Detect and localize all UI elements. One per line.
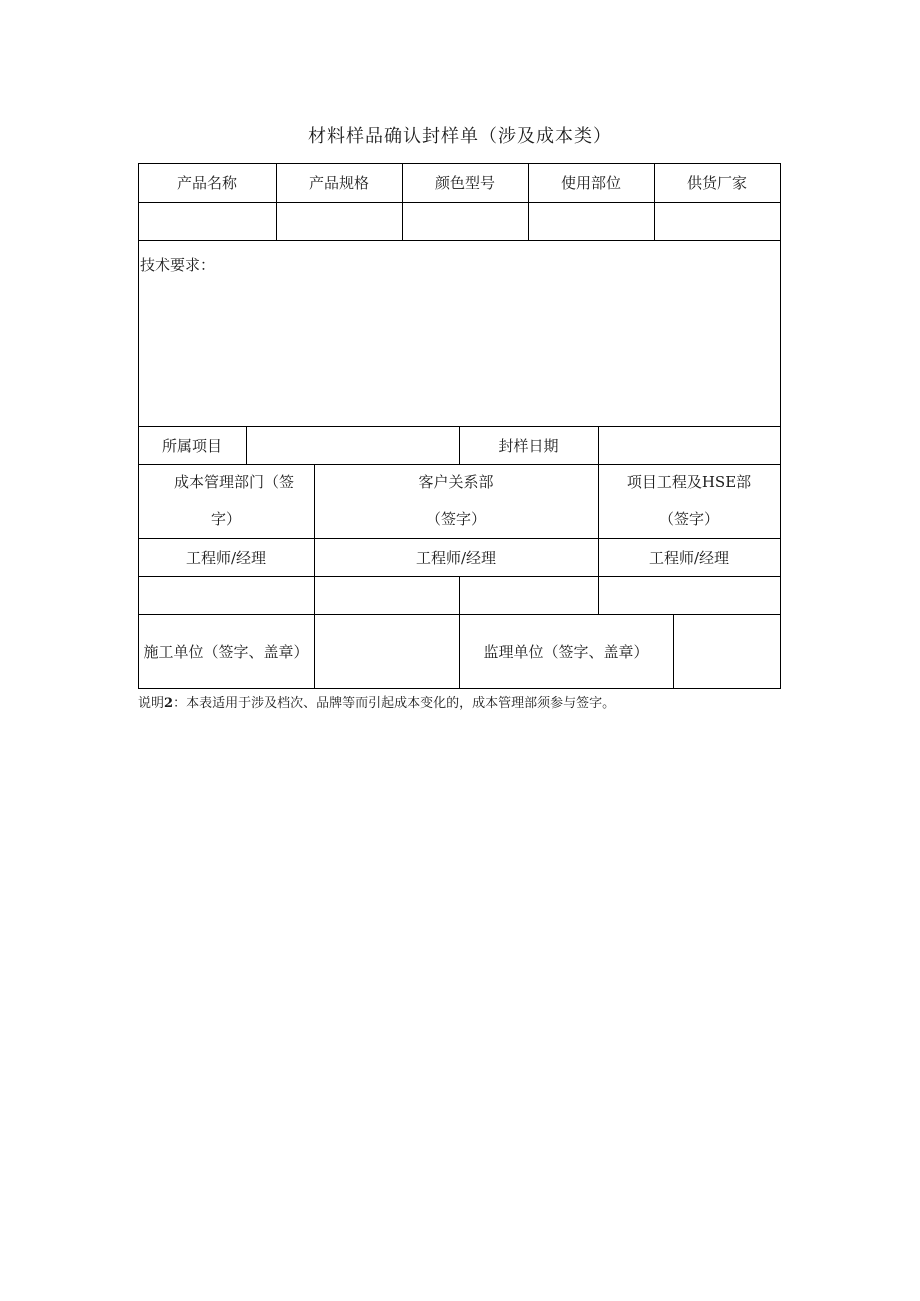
color-model-field[interactable] — [403, 203, 528, 240]
header-product-spec: 产品规格 — [308, 174, 369, 192]
customer-signature-field-2[interactable] — [460, 577, 598, 614]
supplier-field[interactable] — [655, 203, 780, 240]
product-name-field[interactable] — [139, 203, 276, 240]
table-rule — [138, 240, 781, 241]
seal-date-field[interactable] — [599, 427, 780, 464]
customer-dept-line1: 客户关系部 — [418, 473, 494, 491]
cost-dept-signature-label — [138, 464, 314, 538]
footnote-prefix: 说明 — [138, 696, 165, 711]
customer-signature-field[interactable] — [315, 577, 459, 614]
construction-unit-field[interactable] — [315, 615, 459, 688]
footnote-number: 2 — [164, 696, 174, 711]
table-border-bottom — [138, 688, 781, 689]
footnote — [138, 692, 615, 711]
cost-dept-line2: 字） — [210, 510, 241, 528]
page-title: 材料样品确认封样单（涉及成本类） — [308, 126, 612, 147]
seal-date-label: 封样日期 — [498, 436, 559, 455]
header-color-model: 颜色型号 — [434, 174, 495, 192]
tech-requirements-label: 技术要求： — [140, 256, 216, 274]
product-spec-field[interactable] — [277, 203, 402, 240]
project-field[interactable] — [247, 427, 459, 464]
project-signature-field[interactable] — [599, 577, 780, 614]
header-usage-location: 使用部位 — [560, 174, 621, 192]
cost-dept-line1: 成本管理部门（签 — [173, 473, 294, 491]
header-product-name: 产品名称 — [176, 174, 237, 192]
tech-requirements-field[interactable] — [139, 278, 780, 426]
supervision-unit-label: 监理单位（签字、盖章） — [483, 642, 649, 661]
footnote-text: ：本表适用于涉及档次、品牌等而引起成本变化的，成本管理部须参与签字。 — [173, 696, 616, 711]
header-supplier: 供货厂家 — [686, 174, 747, 192]
cost-signature-field[interactable] — [139, 577, 314, 614]
construction-unit-label: 施工单位（签字、盖章） — [143, 642, 309, 661]
project-dept-signature-label — [598, 464, 780, 538]
project-dept-line2: （签字） — [658, 510, 719, 528]
customer-dept-line2: （签字） — [425, 510, 486, 528]
supervision-unit-field[interactable] — [674, 615, 780, 688]
customer-engineer-label: 工程师/经理 — [415, 548, 497, 567]
usage-location-field[interactable] — [529, 203, 654, 240]
project-engineer-label: 工程师/经理 — [648, 548, 730, 567]
customer-dept-signature-label — [314, 464, 598, 538]
project-dept-line1: 项目工程及HSE部 — [626, 473, 752, 491]
cost-engineer-label: 工程师/经理 — [185, 548, 267, 567]
project-label: 所属项目 — [161, 436, 222, 455]
table-border-right — [780, 163, 781, 689]
